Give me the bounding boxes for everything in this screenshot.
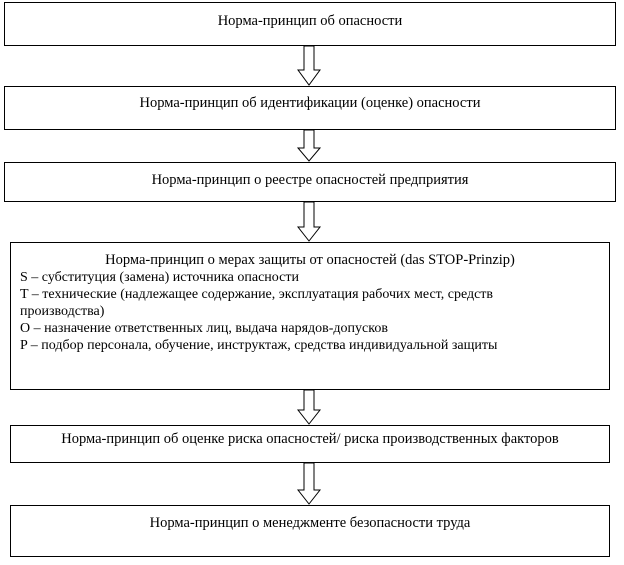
box-risk-assessment-principle bbox=[10, 425, 610, 463]
stop-line-t: T – технические (надлежащее содержание, эксплуатация рабочих мест, средств bbox=[20, 287, 494, 302]
box-risk-assessment-principle-text: Норма-принцип об оценке риска опасностей/ риска производственных факторов bbox=[61, 431, 559, 447]
down-arrow-icon bbox=[295, 463, 323, 505]
box-hazard-principle-text: Норма-принцип об опасности bbox=[217, 13, 403, 29]
box-registry-principle bbox=[4, 162, 616, 202]
down-arrow-icon bbox=[295, 130, 323, 162]
down-arrow-icon bbox=[295, 202, 323, 242]
box-protection-measures-title: Норма-принцип о мерах защиты от опасностей (das STOP-Prinzip) bbox=[105, 252, 515, 268]
box-registry-principle-text: Норма-принцип о реестре опасностей предприятия bbox=[151, 172, 469, 188]
stop-line-p: P – подбор персонала, обучение, инструктаж, средства индивидуальной защиты bbox=[20, 338, 498, 353]
box-safety-management-principle-text: Норма-принцип о менеджменте безопасности труда bbox=[149, 515, 471, 531]
down-arrow-icon bbox=[295, 46, 323, 86]
box-identification-principle-text: Норма-принцип об идентификации (оценке) опасности bbox=[139, 95, 481, 111]
down-arrow-icon bbox=[295, 390, 323, 425]
stop-line-o: O – назначение ответственных лиц, выдача нарядов-допусков bbox=[20, 321, 388, 336]
box-hazard-principle bbox=[4, 2, 616, 46]
stop-line-s: S – субституция (замена) источника опасности bbox=[20, 270, 299, 285]
box-protection-measures-principle bbox=[10, 242, 610, 390]
stop-line-t-cont: производства) bbox=[20, 304, 105, 319]
box-safety-management-principle bbox=[10, 505, 610, 557]
box-identification-principle bbox=[4, 86, 616, 130]
